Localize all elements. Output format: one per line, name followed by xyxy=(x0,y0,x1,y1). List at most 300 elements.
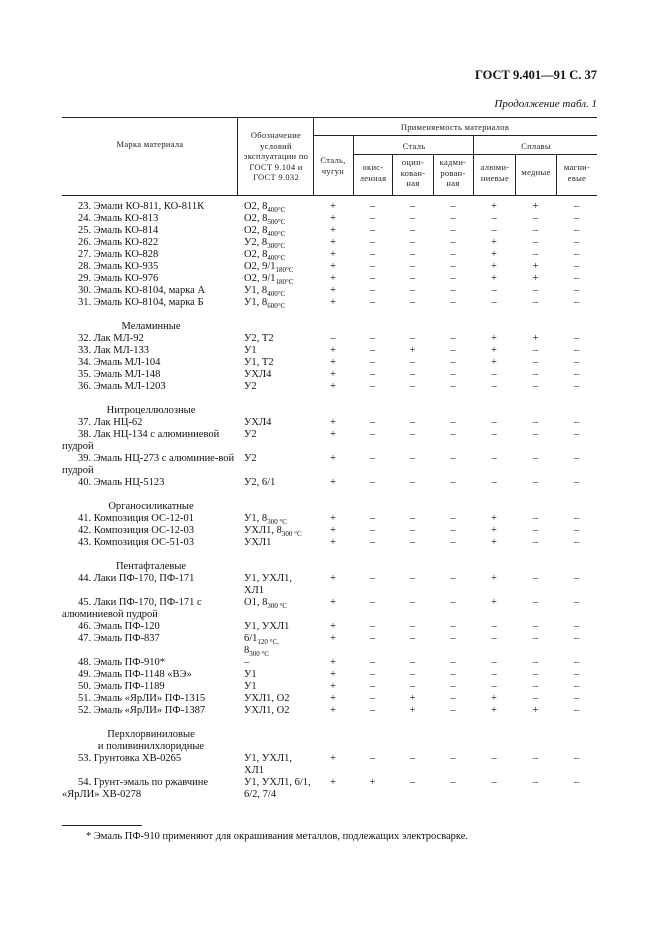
applicability-mark: – xyxy=(450,597,456,608)
applicability-mark: – xyxy=(573,225,580,236)
divider xyxy=(353,136,354,196)
applicability-mark: – xyxy=(532,225,539,236)
applicability-mark: – xyxy=(450,357,456,368)
applicability-mark: – xyxy=(573,237,580,248)
applicability-mark: – xyxy=(369,513,376,524)
applicability-mark: – xyxy=(369,381,376,392)
applicability-mark: + xyxy=(330,297,336,308)
applicability-mark: – xyxy=(369,369,376,380)
applicability-mark: – xyxy=(573,669,580,680)
header-magnesium: магни-евые xyxy=(563,162,591,183)
applicability-mark: – xyxy=(450,285,456,296)
applicability-mark: + xyxy=(330,537,336,548)
applicability-mark: – xyxy=(573,753,580,764)
material-name: 26. Эмаль КО-822 xyxy=(78,237,159,248)
conditions-temperature: 180°С xyxy=(275,266,294,274)
header-aluminum: алюми-ниевые xyxy=(480,162,510,183)
applicability-mark: – xyxy=(369,693,376,704)
conditions-value: О2, 9/1 xyxy=(244,273,276,284)
applicability-mark: – xyxy=(450,777,456,788)
conditions-value: У2 xyxy=(244,381,257,392)
applicability-mark: – xyxy=(369,669,376,680)
applicability-mark: – xyxy=(369,345,376,356)
conditions-value: – xyxy=(244,657,250,668)
applicability-mark: – xyxy=(491,285,497,296)
applicability-mark: – xyxy=(573,333,580,344)
applicability-mark: – xyxy=(450,633,456,644)
material-name: 34. Эмаль МЛ-104 xyxy=(78,357,161,368)
applicability-mark: – xyxy=(450,213,456,224)
header-zinc: оцин-кован-ная xyxy=(400,157,426,188)
conditions-value: У1, УХЛ1, 6/1, 6/2, 7/4 xyxy=(244,777,311,800)
group-heading: Нитроцеллюлозные xyxy=(106,405,196,416)
divider xyxy=(473,136,474,196)
applicability-mark: – xyxy=(369,633,376,644)
applicability-mark: – xyxy=(573,369,580,380)
material-name: 27. Эмаль КО-828 xyxy=(78,249,159,260)
conditions-cell xyxy=(244,693,314,705)
conditions-cell xyxy=(244,285,314,297)
conditions-cell xyxy=(244,333,314,345)
material-name: 42. Композиция ОС-12-03 xyxy=(78,525,194,536)
applicability-mark: – xyxy=(409,273,416,284)
applicability-mark: – xyxy=(450,369,456,380)
applicability-mark: + xyxy=(330,249,336,260)
applicability-mark: – xyxy=(369,357,376,368)
material-name: 29. Эмаль КО-976 xyxy=(78,273,159,284)
applicability-mark: – xyxy=(450,273,456,284)
conditions-cell xyxy=(244,525,314,537)
applicability-mark: + xyxy=(330,381,336,392)
applicability-mark: – xyxy=(532,453,539,464)
applicability-mark: – xyxy=(369,525,376,536)
applicability-mark: – xyxy=(532,657,539,668)
applicability-mark: – xyxy=(450,417,456,428)
applicability-mark: – xyxy=(369,297,376,308)
applicability-mark: – xyxy=(491,369,497,380)
conditions-cell xyxy=(244,657,314,669)
applicability-mark: – xyxy=(532,429,539,440)
applicability-mark: – xyxy=(573,705,580,716)
group-heading: и поливинилхлоридные xyxy=(97,741,205,752)
conditions-cell xyxy=(244,417,314,429)
applicability-mark: + xyxy=(330,453,336,464)
material-name: 33. Лак МЛ-133 xyxy=(78,345,149,356)
applicability-mark: + xyxy=(330,753,336,764)
applicability-mark: – xyxy=(450,537,456,548)
conditions-cell xyxy=(244,249,314,261)
applicability-mark: – xyxy=(573,477,580,488)
applicability-mark: – xyxy=(532,357,539,368)
applicability-mark: + xyxy=(330,597,336,608)
applicability-mark: + xyxy=(491,513,497,524)
applicability-mark: – xyxy=(450,525,456,536)
applicability-mark: – xyxy=(369,573,376,584)
applicability-mark: + xyxy=(491,261,497,272)
material-name: 38. Лак НЦ-134 с алюминиевой пудрой xyxy=(62,429,220,452)
applicability-mark: – xyxy=(450,657,456,668)
applicability-mark: – xyxy=(573,513,580,524)
applicability-mark: – xyxy=(409,573,416,584)
applicability-mark: + xyxy=(491,249,497,260)
applicability-mark: – xyxy=(409,333,416,344)
table-rule-bottom xyxy=(62,195,597,196)
applicability-mark: – xyxy=(532,537,539,548)
applicability-mark: – xyxy=(573,273,580,284)
conditions-cell xyxy=(244,633,314,657)
applicability-mark: + xyxy=(491,537,497,548)
applicability-mark: + xyxy=(330,201,336,212)
applicability-mark: – xyxy=(532,249,539,260)
material-name: 37. Лак НЦ-62 xyxy=(78,417,143,428)
applicability-mark: – xyxy=(369,201,376,212)
applicability-mark: – xyxy=(409,249,416,260)
applicability-mark: – xyxy=(573,597,580,608)
conditions-cell xyxy=(244,225,314,237)
applicability-mark: – xyxy=(491,681,497,692)
applicability-mark: – xyxy=(532,369,539,380)
applicability-mark: – xyxy=(369,237,376,248)
applicability-mark: – xyxy=(491,453,497,464)
applicability-mark: – xyxy=(409,753,416,764)
applicability-mark: + xyxy=(330,633,336,644)
table-continuation-label: Продолжение табл. 1 xyxy=(494,98,597,110)
conditions-value: У1, 8 xyxy=(244,297,268,308)
applicability-mark: – xyxy=(491,297,497,308)
applicability-mark: + xyxy=(409,345,416,356)
applicability-mark: – xyxy=(532,525,539,536)
applicability-mark: – xyxy=(532,381,539,392)
applicability-mark: + xyxy=(409,705,416,716)
applicability-mark: – xyxy=(409,237,416,248)
applicability-mark: – xyxy=(409,477,416,488)
divider xyxy=(237,117,238,196)
applicability-mark: + xyxy=(491,345,497,356)
conditions-value: У1, УХЛ1, ХЛ1 xyxy=(244,573,292,596)
header-applicability: Применяемость материалов xyxy=(400,122,510,132)
applicability-mark: – xyxy=(450,333,456,344)
applicability-mark: – xyxy=(369,657,376,668)
conditions-value: О2, 9/1 xyxy=(244,261,276,272)
material-name: 28. Эмаль КО-935 xyxy=(78,261,159,272)
material-name: 53. Грунтовка ХВ-0265 xyxy=(78,753,182,764)
material-name: 41. Композиция ОС-12-01 xyxy=(78,513,194,524)
divider xyxy=(392,155,393,196)
applicability-mark: – xyxy=(409,525,416,536)
applicability-mark: – xyxy=(409,201,416,212)
conditions-temperature: 180°С xyxy=(275,278,294,286)
applicability-mark: – xyxy=(369,417,376,428)
applicability-mark: – xyxy=(573,417,580,428)
conditions-value: УХЛ1, О2 xyxy=(244,693,290,704)
applicability-mark: + xyxy=(330,357,336,368)
conditions-value: У1, Т2 xyxy=(244,357,274,368)
applicability-mark: – xyxy=(573,345,580,356)
applicability-mark: – xyxy=(409,381,416,392)
applicability-mark: – xyxy=(491,417,497,428)
material-name: 23. Эмали КО-811, КО-811К xyxy=(78,201,205,212)
conditions-value: О2, 8 xyxy=(244,225,268,236)
conditions-cell xyxy=(244,357,314,369)
applicability-mark: – xyxy=(409,597,416,608)
conditions-temperature: 300 °С xyxy=(267,518,287,526)
conditions-value: У1 xyxy=(244,345,257,356)
applicability-mark: + xyxy=(532,261,539,272)
conditions-temperature: 400°С xyxy=(267,206,286,214)
conditions-value: О2, 8 xyxy=(244,213,268,224)
conditions-temperature: 300 °С xyxy=(281,530,302,538)
material-name: 43. Композиция ОС-51-03 xyxy=(78,537,194,548)
applicability-mark: + xyxy=(330,669,336,680)
material-name: 36. Эмаль МЛ-1203 xyxy=(78,381,166,392)
applicability-mark: + xyxy=(330,705,336,716)
material-name: 31. Эмаль КО-8104, марка Б xyxy=(78,297,204,308)
applicability-mark: – xyxy=(409,297,416,308)
conditions-value: УХЛ4 xyxy=(244,417,272,428)
header-steel-iron: Сталь, чугун xyxy=(320,155,346,176)
applicability-mark: – xyxy=(450,345,456,356)
applicability-mark: – xyxy=(369,333,376,344)
applicability-mark: – xyxy=(450,669,456,680)
applicability-mark: – xyxy=(369,261,376,272)
applicability-mark: – xyxy=(409,429,416,440)
material-name: 45. Лаки ПФ-170, ПФ-171 с алюминиевой пудрой xyxy=(62,597,202,620)
applicability-mark: – xyxy=(532,573,539,584)
conditions-value: У1, УХЛ1, ХЛ1 xyxy=(244,753,292,776)
header-steel-group: Сталь xyxy=(402,141,426,151)
applicability-mark: – xyxy=(450,705,456,716)
group-heading: Перхлорвиниловые xyxy=(107,729,195,740)
applicability-mark: + xyxy=(491,237,497,248)
header-oxidized: окис-ленная xyxy=(359,162,387,183)
material-name: 32. Лак МЛ-92 xyxy=(78,333,144,344)
applicability-mark: – xyxy=(573,297,580,308)
applicability-mark: – xyxy=(409,453,416,464)
conditions-value: У2 xyxy=(244,453,257,464)
applicability-mark: – xyxy=(532,621,539,632)
applicability-mark: + xyxy=(330,225,336,236)
applicability-mark: + xyxy=(369,777,376,788)
applicability-mark: – xyxy=(409,225,416,236)
applicability-mark: + xyxy=(330,777,336,788)
applicability-mark: – xyxy=(450,453,456,464)
conditions-cell xyxy=(244,621,314,633)
conditions-cell xyxy=(244,237,314,249)
applicability-mark: – xyxy=(450,429,456,440)
material-name: 30. Эмаль КО-8104, марка А xyxy=(78,285,206,296)
header-alloys-group: Сплавы xyxy=(521,141,551,151)
applicability-mark: – xyxy=(532,477,539,488)
conditions-cell xyxy=(244,669,314,681)
conditions-temperature: 600°С xyxy=(267,302,286,310)
applicability-mark: – xyxy=(369,537,376,548)
applicability-mark: + xyxy=(532,705,539,716)
applicability-mark: – xyxy=(369,681,376,692)
applicability-mark: – xyxy=(450,693,456,704)
applicability-mark: + xyxy=(491,693,497,704)
applicability-mark: – xyxy=(491,669,497,680)
conditions-cell xyxy=(244,513,314,525)
applicability-mark: – xyxy=(369,753,376,764)
applicability-mark: – xyxy=(369,213,376,224)
conditions-value: У2 xyxy=(244,429,257,440)
applicability-mark: – xyxy=(573,621,580,632)
applicability-mark: – xyxy=(369,249,376,260)
applicability-mark: + xyxy=(330,621,336,632)
applicability-mark: – xyxy=(450,249,456,260)
group-heading: Пентафталевые xyxy=(115,561,187,572)
applicability-mark: – xyxy=(330,333,336,344)
applicability-mark: – xyxy=(532,681,539,692)
applicability-mark: – xyxy=(532,633,539,644)
material-name: 51. Эмаль «ЯрЛИ» ПФ-1315 xyxy=(78,693,206,704)
page-header: ГОСТ 9.401—91 С. 37 xyxy=(474,68,597,82)
applicability-mark: – xyxy=(409,513,416,524)
conditions-cell xyxy=(244,297,314,309)
applicability-mark: – xyxy=(369,453,376,464)
applicability-mark: + xyxy=(330,261,336,272)
applicability-mark: – xyxy=(450,513,456,524)
applicability-mark: – xyxy=(532,213,539,224)
conditions-value: У1, 8 xyxy=(244,285,268,296)
material-name: 54. Грунт-эмаль по ржавчине «ЯрЛИ» ХВ-0278 xyxy=(62,777,209,800)
group-heading: Меламинные xyxy=(121,321,181,332)
applicability-mark: + xyxy=(491,705,497,716)
applicability-mark: + xyxy=(491,357,497,368)
conditions-temperature: 500°С xyxy=(267,218,286,226)
applicability-mark: + xyxy=(330,477,336,488)
header-conditions: Обозначение условий эксплуатации по ГОСТ 9.104 и ГОСТ 9.032 xyxy=(243,130,309,182)
applicability-mark: – xyxy=(532,669,539,680)
applicability-mark: – xyxy=(369,273,376,284)
applicability-mark: – xyxy=(573,249,580,260)
applicability-mark: – xyxy=(491,621,497,632)
applicability-mark: – xyxy=(491,429,497,440)
conditions-cell xyxy=(244,753,314,777)
applicability-mark: – xyxy=(409,657,416,668)
conditions-value: У2, 8 xyxy=(244,237,268,248)
applicability-mark: – xyxy=(491,381,497,392)
applicability-mark: + xyxy=(491,597,497,608)
applicability-mark: – xyxy=(532,513,539,524)
conditions-value: У2, 6/1 xyxy=(244,477,276,488)
applicability-mark: – xyxy=(369,285,376,296)
conditions-temperature: 400°С xyxy=(267,230,286,238)
conditions-cell xyxy=(244,369,314,381)
applicability-mark: – xyxy=(573,681,580,692)
applicability-mark: – xyxy=(450,237,456,248)
applicability-mark: – xyxy=(409,261,416,272)
applicability-mark: – xyxy=(532,417,539,428)
applicability-mark: – xyxy=(409,681,416,692)
applicability-mark: – xyxy=(573,261,580,272)
header-material: Марка материала xyxy=(116,139,184,149)
conditions-cell xyxy=(244,705,314,717)
conditions-temperature: 300 °С xyxy=(267,602,288,610)
applicability-mark: – xyxy=(369,621,376,632)
table-rule-top xyxy=(62,117,597,118)
divider xyxy=(515,155,516,196)
conditions-value: У1 xyxy=(244,669,257,680)
applicability-mark: – xyxy=(573,573,580,584)
applicability-mark: – xyxy=(532,285,539,296)
applicability-mark: – xyxy=(532,753,539,764)
applicability-mark: + xyxy=(532,273,539,284)
applicability-mark: + xyxy=(330,429,336,440)
applicability-mark: – xyxy=(532,777,539,788)
applicability-mark: – xyxy=(532,237,539,248)
conditions-temperature: 300 °С xyxy=(249,650,269,658)
applicability-mark: + xyxy=(491,201,497,212)
divider xyxy=(433,155,434,196)
material-name: 40. Эмаль НЦ-5123 xyxy=(78,477,165,488)
applicability-mark: – xyxy=(573,777,580,788)
material-name: 47. Эмаль ПФ-837 xyxy=(78,633,160,644)
conditions-cell xyxy=(244,273,314,285)
applicability-mark: + xyxy=(409,693,416,704)
conditions-value: О2, 8 xyxy=(244,249,268,260)
applicability-mark: + xyxy=(330,573,336,584)
applicability-mark: – xyxy=(450,225,456,236)
conditions-temperature: 400°С xyxy=(267,254,286,262)
applicability-mark: – xyxy=(491,633,497,644)
applicability-mark: + xyxy=(330,285,336,296)
applicability-mark: + xyxy=(491,525,497,536)
applicability-mark: – xyxy=(491,477,497,488)
applicability-mark: + xyxy=(532,333,539,344)
applicability-mark: + xyxy=(330,513,336,524)
material-name: 24. Эмаль КО-813 xyxy=(78,213,159,224)
conditions-cell xyxy=(244,453,314,465)
applicability-mark: – xyxy=(532,297,539,308)
material-name: 46. Эмаль ПФ-120 xyxy=(78,621,160,632)
applicability-mark: – xyxy=(573,633,580,644)
applicability-mark: – xyxy=(369,225,376,236)
applicability-mark: – xyxy=(409,537,416,548)
applicability-mark: – xyxy=(491,753,497,764)
conditions-value: У1, 8 xyxy=(244,513,268,524)
applicability-mark: – xyxy=(409,417,416,428)
applicability-mark: – xyxy=(573,537,580,548)
applicability-mark: – xyxy=(409,213,416,224)
conditions-cell xyxy=(244,537,314,549)
footnote-rule xyxy=(62,825,142,826)
divider xyxy=(556,155,557,196)
applicability-mark: – xyxy=(573,381,580,392)
material-name: 25. Эмаль КО-814 xyxy=(78,225,159,236)
conditions-cell xyxy=(244,681,314,693)
applicability-mark: + xyxy=(330,657,336,668)
material-name: 39. Эмаль НЦ-273 с алюминие-вой пудрой xyxy=(62,453,235,476)
applicability-mark: – xyxy=(573,357,580,368)
applicability-mark: – xyxy=(450,573,456,584)
group-heading: Органосиликатные xyxy=(108,501,194,512)
applicability-mark: + xyxy=(491,333,497,344)
conditions-cell xyxy=(244,345,314,357)
applicability-mark: + xyxy=(330,273,336,284)
divider xyxy=(353,154,597,155)
material-name: 35. Эмаль МЛ-148 xyxy=(78,369,161,380)
header-cadmium: кадми-рован-ная xyxy=(439,157,467,188)
conditions-cell xyxy=(244,213,314,225)
conditions-temperature: 120 °С, xyxy=(257,638,279,646)
applicability-mark: – xyxy=(409,369,416,380)
applicability-mark: + xyxy=(330,213,336,224)
applicability-mark: – xyxy=(409,285,416,296)
material-name: 44. Лаки ПФ-170, ПФ-171 xyxy=(78,573,195,584)
conditions-cell xyxy=(244,381,314,393)
applicability-mark: – xyxy=(450,261,456,272)
